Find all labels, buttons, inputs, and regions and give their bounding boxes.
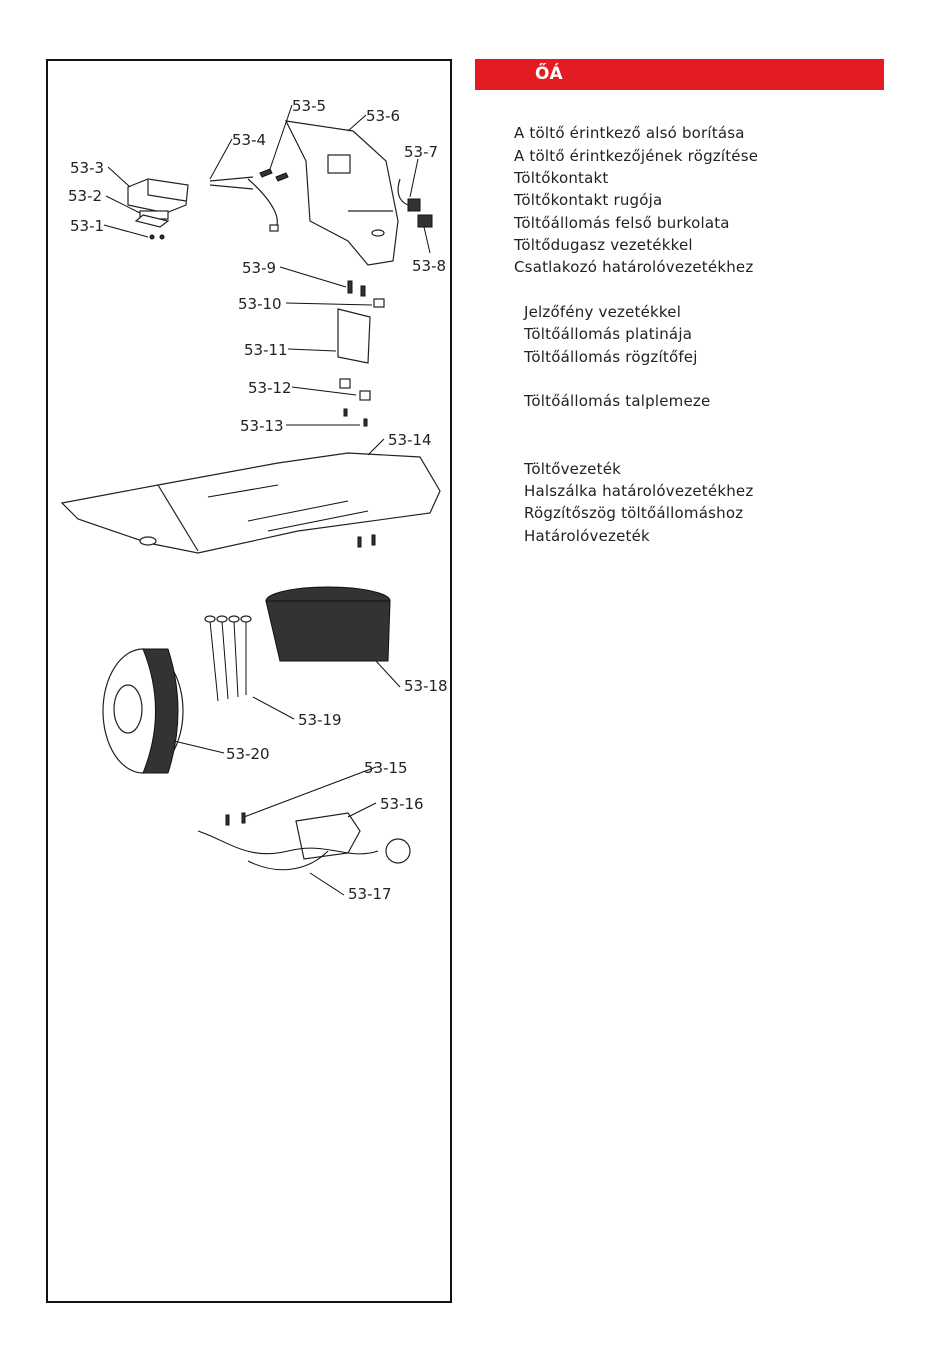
label-53-16: 53-16 <box>380 795 424 813</box>
base-plate <box>62 453 440 553</box>
label-53-8: 53-8 <box>412 257 447 275</box>
label-53-7: 53-7 <box>404 143 439 161</box>
label-53-2: 53-2 <box>68 187 103 205</box>
peg-bundle <box>266 587 390 661</box>
label-53-17: 53-17 <box>348 885 392 903</box>
charger-assembly <box>198 813 410 870</box>
label-53-18: 53-18 <box>404 677 448 695</box>
description-53-18: Rögzítőszög töltőállomáshoz <box>524 504 744 522</box>
section-title: ŐÁ <box>535 64 563 84</box>
label-53-3: 53-3 <box>70 159 105 177</box>
description-53-10: Töltőállomás platinája <box>524 325 693 343</box>
label-53-20: 53-20 <box>226 745 270 763</box>
label-53-19: 53-19 <box>298 711 342 729</box>
exploded-parts-diagram <box>46 59 452 1303</box>
label-53-15: 53-15 <box>364 759 408 777</box>
description-53-19: Határolóvezeték <box>524 527 650 545</box>
wire-spool <box>103 649 183 773</box>
label-53-14: 53-14 <box>388 431 432 449</box>
label-53-11: 53-11 <box>244 341 288 359</box>
label-53-6: 53-6 <box>366 107 401 125</box>
fixing-stakes <box>205 616 251 701</box>
description-53-3: Töltőkontakt <box>514 169 609 187</box>
description-53-6: Töltődugasz vezetékkel <box>514 236 693 254</box>
small-hardware <box>338 281 384 426</box>
description-53-11: Töltőállomás rögzítőfej <box>524 348 698 366</box>
label-53-9: 53-9 <box>242 259 277 277</box>
description-53-9: Jelzőfény vezetékkel <box>524 303 682 321</box>
label-53-10: 53-10 <box>238 295 282 313</box>
contact-cover-parts <box>128 179 188 239</box>
description-53-17: Halszálka határolóvezetékhez <box>524 482 754 500</box>
parts-drawing <box>48 61 454 1305</box>
label-53-5: 53-5 <box>292 97 327 115</box>
top-housing <box>286 121 398 265</box>
description-53-4: Töltőkontakt rugója <box>514 191 663 209</box>
label-53-12: 53-12 <box>248 379 292 397</box>
description-53-5: Töltőállomás felső burkolata <box>514 214 730 232</box>
description-53-7: Csatlakozó határolóvezetékhez <box>514 258 754 276</box>
description-53-16: Töltővezeték <box>524 460 622 478</box>
charging-plug-parts <box>398 179 432 227</box>
description-53-1: A töltő érintkező alsó borítása <box>514 124 745 142</box>
description-53-13: Töltőállomás talplemeze <box>524 392 711 410</box>
section-header-bar <box>475 59 884 90</box>
label-53-13: 53-13 <box>240 417 284 435</box>
label-53-1: 53-1 <box>70 217 105 235</box>
label-53-4: 53-4 <box>232 131 267 149</box>
contacts-and-springs <box>210 169 288 231</box>
description-53-2: A töltő érintkezőjének rögzítése <box>514 147 759 165</box>
